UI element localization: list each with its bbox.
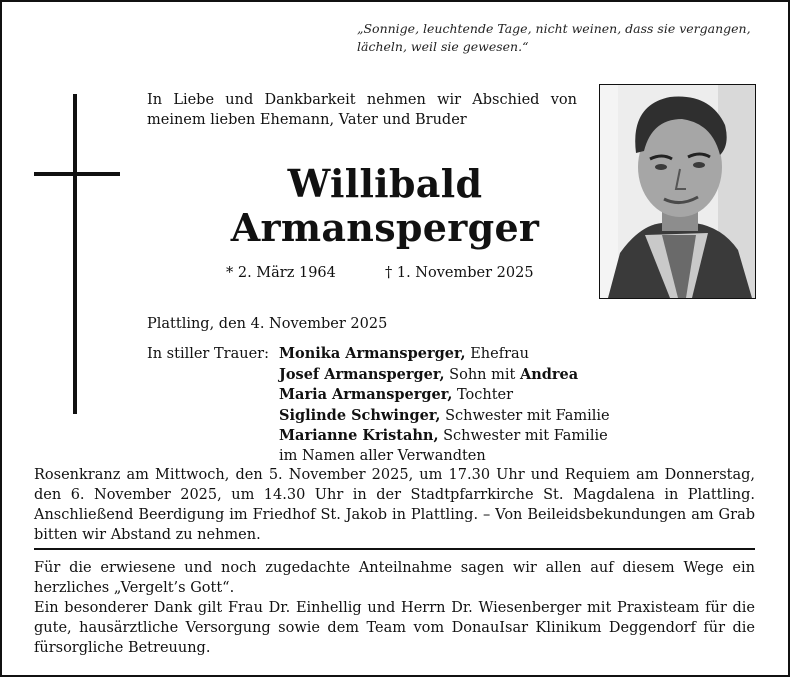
quote [357, 20, 757, 56]
cross-horizontal-bar [34, 172, 120, 176]
mourner-relation: Schwester mit Familie [440, 407, 610, 424]
mourner-name: Siglinde Schwinger, [279, 406, 441, 424]
deceased-name [200, 162, 570, 250]
quote-line-2: lächeln, weil sie gewesen.“ [357, 39, 529, 54]
birth-date: * 2. März 1964 [226, 265, 336, 281]
mourner-relation: Schwester mit Familie [438, 428, 608, 444]
intro-text: In Liebe und Dankbarkeit nehmen wir Abschied von meinem lieben Ehemann, Vater und Bruder [147, 92, 577, 128]
special-thanks-text: Ein besonderer Dank gilt Frau Dr. Einhellig und Herrn Dr. Wiesenberger mit Praxisteam für die gute, hausärztliche Versorgung sowie dem Team vom DonauIsar Klinikum Deggendorf für die fürsorgliche Betreuung. [34, 600, 755, 656]
quote-line-1: „Sonnige, leuchtende Tage, nicht weinen, dass sie vergangen, [357, 21, 751, 36]
portrait-image [600, 85, 755, 298]
mourner-name: Monika Armansperger, [279, 345, 466, 362]
death-date: † 1. November 2025 [385, 265, 534, 281]
mourners-label: In stiller Trauer: [147, 346, 269, 362]
mourner-name: Marianne Kristahn, [279, 427, 439, 444]
mourner-entry [279, 385, 610, 406]
mourner-name: Maria Armansperger, [279, 386, 453, 403]
mourner-entry [279, 344, 610, 365]
mourner-partner-name: Andrea [519, 365, 579, 383]
mourner-entry [279, 406, 610, 427]
mourners-list [279, 344, 610, 466]
mourner-relation: im Namen aller Verwandten [279, 447, 486, 464]
mourner-relation: Sohn mit [444, 366, 520, 383]
first-name: Willibald [287, 161, 483, 206]
cross-vertical-bar [73, 94, 77, 414]
divider-line [34, 548, 755, 550]
mourner-entry [279, 365, 610, 386]
mourner-relation: Tochter [452, 387, 514, 403]
portrait-photo [599, 84, 756, 299]
mourner-relation: Ehefrau [465, 346, 530, 362]
mourner-name: Josef Armansperger, [279, 365, 445, 383]
mourner-entry [279, 447, 610, 467]
thanks-text: Für die erwiesene und noch zugedachte Anteilnahme sagen wir allen auf diesem Wege ein herzliches „Vergelt’s Gott“. [34, 560, 755, 596]
last-name: Armansperger [230, 205, 540, 250]
mourner-entry [279, 426, 610, 447]
service-details: Rosenkranz am Mittwoch, den 5. November 2025, um 17.30 Uhr und Requiem am Donnerstag, den 6. November 2025, um 14.30 Uhr in der Stadtpfarrkirche St. Magdalena in Plattling. Anschließend Beerdigung im Friedhof St. Jakob in Plattling. – Von Beileidsbekundungen am Grab bitten wir Abstand zu nehmen. [34, 467, 755, 543]
place-date: Plattling, den 4. November 2025 [147, 316, 388, 332]
